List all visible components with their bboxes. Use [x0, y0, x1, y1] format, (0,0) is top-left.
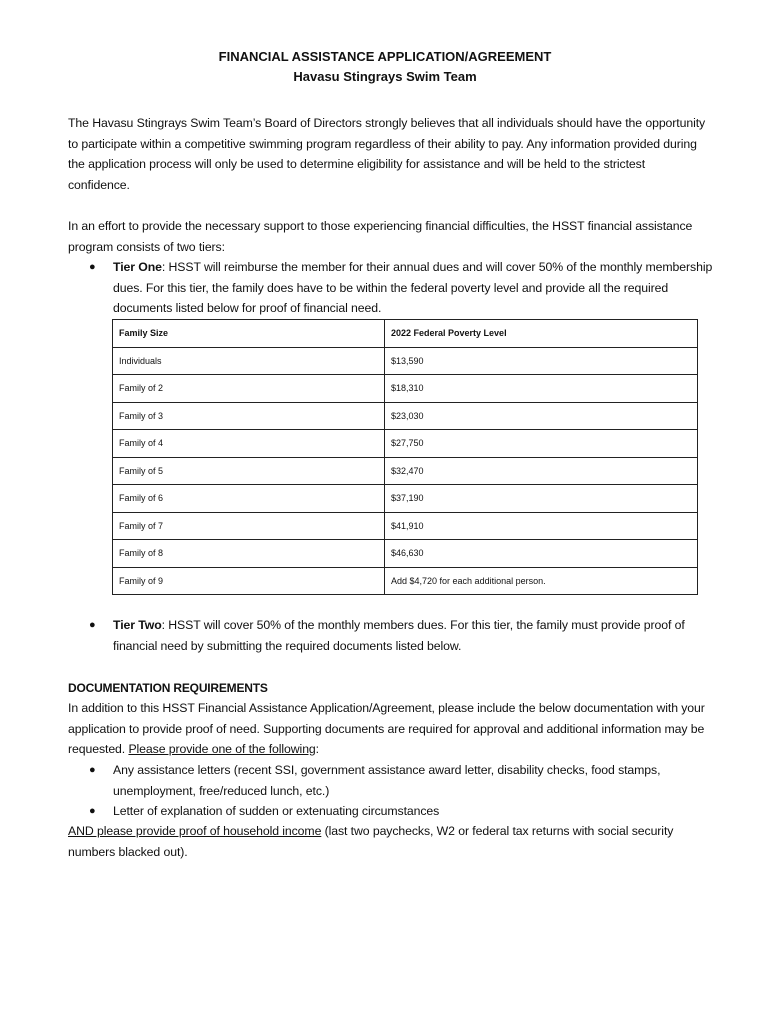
- poverty-level-cell: $18,310: [385, 375, 698, 403]
- family-size-cell: Family of 3: [113, 402, 385, 430]
- household-income-text: (last two paychecks, W2 or federal tax returns with social security numbers blacked out).: [68, 824, 674, 859]
- column-header-poverty-level: 2022 Federal Poverty Level: [385, 320, 698, 348]
- poverty-level-cell: $23,030: [385, 402, 698, 430]
- poverty-level-cell: $41,910: [385, 512, 698, 540]
- poverty-level-cell: $46,630: [385, 540, 698, 568]
- bullet-icon: ●: [89, 805, 96, 817]
- family-size-cell: Family of 9: [113, 567, 385, 595]
- table-row: [113, 347, 698, 375]
- family-size-cell: Family of 8: [113, 540, 385, 568]
- family-size-cell: Family of 7: [113, 512, 385, 540]
- family-size-cell: Family of 2: [113, 375, 385, 403]
- table-row: [113, 540, 698, 568]
- table-row: [113, 457, 698, 485]
- documentation-intro: [68, 698, 708, 760]
- family-size-cell: Family of 6: [113, 485, 385, 513]
- tier-two-text: : HSST will cover 50% of the monthly members dues. For this tier, the family must provide proof of financial need by submitting the required documents listed below.: [113, 618, 685, 653]
- poverty-level-cell: $27,750: [385, 430, 698, 458]
- poverty-level-cell: $32,470: [385, 457, 698, 485]
- documentation-heading: DOCUMENTATION REQUIREMENTS: [68, 681, 268, 695]
- tier-two-label: Tier Two: [113, 618, 162, 632]
- poverty-level-table: [112, 319, 698, 595]
- table-row: [113, 375, 698, 403]
- documentation-intro-end: :: [315, 742, 319, 756]
- list-item: Letter of explanation of sudden or extenuating circumstances: [113, 804, 440, 818]
- tiers-intro-paragraph: In an effort to provide the necessary support to those experiencing financial difficulties, the HSST financial assistance program consists of two tiers:: [68, 219, 693, 254]
- poverty-level-cell: $37,190: [385, 485, 698, 513]
- household-income-paragraph: [68, 821, 708, 862]
- tier-two-item: [113, 615, 713, 656]
- household-income-underlined: AND please provide proof of household income: [68, 824, 322, 838]
- tier-one-item: [113, 257, 713, 319]
- table-row: [113, 485, 698, 513]
- family-size-cell: Family of 5: [113, 457, 385, 485]
- document-subtitle: Havasu Stingrays Swim Team: [293, 69, 477, 84]
- table-row: [113, 512, 698, 540]
- tier-one-label: Tier One: [113, 260, 162, 274]
- bullet-icon: ●: [89, 261, 96, 273]
- poverty-level-cell: $13,590: [385, 347, 698, 375]
- table-row: [113, 430, 698, 458]
- document-title: FINANCIAL ASSISTANCE APPLICATION/AGREEMENT: [218, 49, 552, 64]
- intro-paragraph: The Havasu Stingrays Swim Team’s Board of Directors strongly believes that all individuals should have the opportunity to participate within a competitive swimming program regardless of their ability to pay. Any information provided during the application process will only be used to determine eligibility for assistance and will be held to the strictest confidence.: [68, 116, 706, 192]
- list-item: Any assistance letters (recent SSI, government assistance award letter, disability checks, food stamps, unemployment, free/reduced lunch, etc.): [113, 763, 661, 798]
- table-header-row: [113, 320, 698, 348]
- poverty-level-cell: Add $4,720 for each additional person.: [385, 567, 698, 595]
- bullet-icon: ●: [89, 619, 96, 631]
- table-row: [113, 567, 698, 595]
- family-size-cell: Individuals: [113, 347, 385, 375]
- documentation-intro-underlined: Please provide one of the following: [128, 742, 316, 756]
- family-size-cell: Family of 4: [113, 430, 385, 458]
- tier-one-text: : HSST will reimburse the member for their annual dues and will cover 50% of the monthly membership dues. For this tier, the family does have to be within the federal poverty level and provide all the required documents listed below for proof of financial need.: [113, 260, 713, 315]
- column-header-family-size: Family Size: [113, 320, 385, 348]
- documentation-intro-text: In addition to this HSST Financial Assistance Application/Agreement, please include the below documentation with your application to provide proof of need. Supporting documents are required for approval and additional information may be requested.: [68, 701, 705, 756]
- bullet-icon: ●: [89, 764, 96, 776]
- table-row: [113, 402, 698, 430]
